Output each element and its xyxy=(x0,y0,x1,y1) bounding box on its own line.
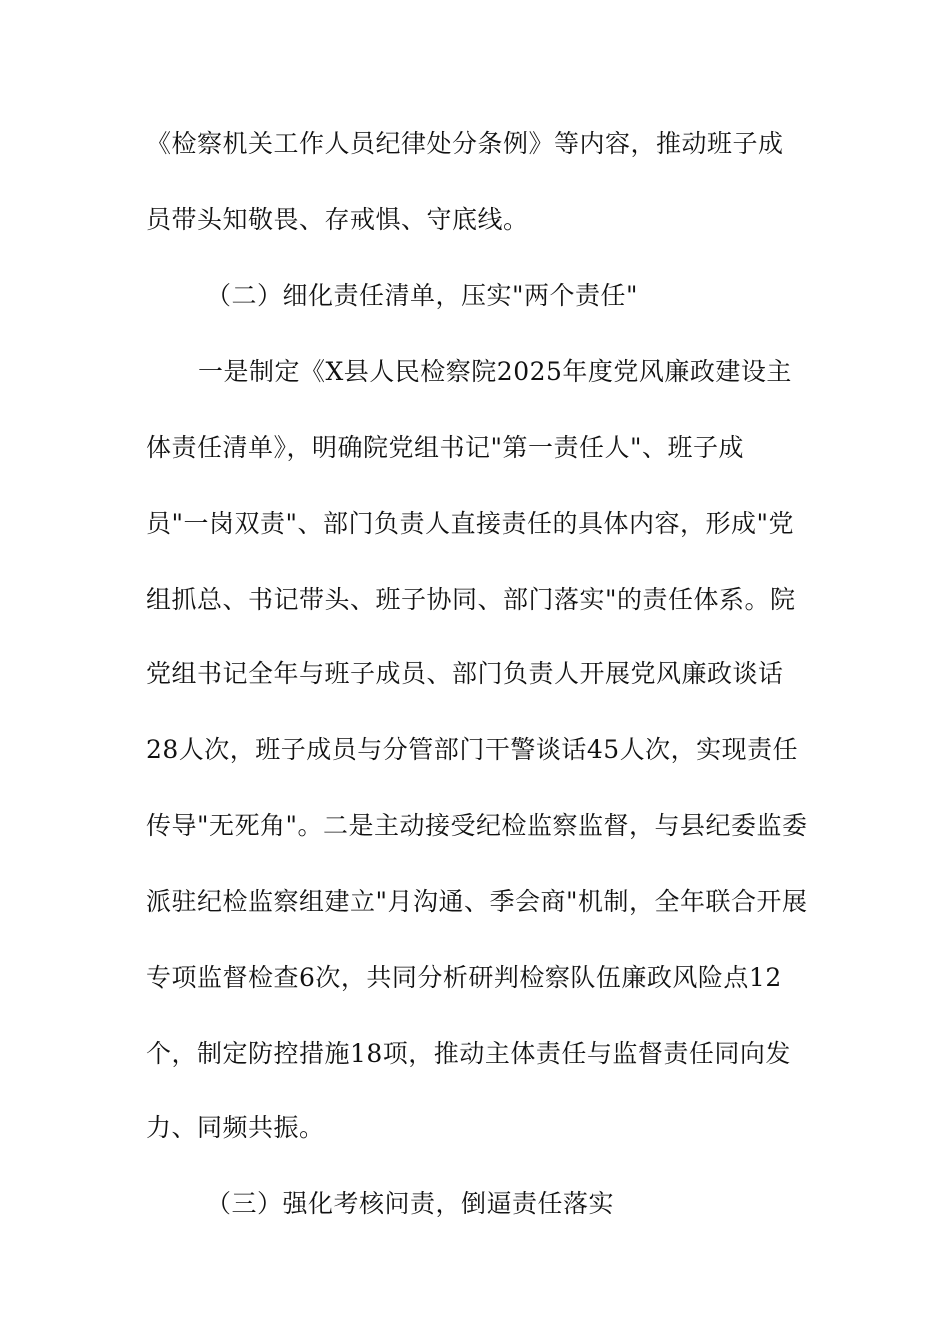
text-line: 28人次，班子成员与分管部门干警谈话45人次，实现责任 xyxy=(146,735,799,764)
text-line: 专项监督检查6次，共同分析研判检察队伍廉政风险点12 xyxy=(146,963,782,992)
text-line: 力、同频共振。 xyxy=(146,1113,325,1142)
text-line: 个，制定防控措施18项，推动主体责任与监督责任同向发 xyxy=(146,1039,791,1068)
text-line: 组抓总、书记带头、班子协同、部门落实"的责任体系。院 xyxy=(146,585,796,614)
text-line: 党组书记全年与班子成员、部门负责人开展党风廉政谈话 xyxy=(146,659,784,688)
text-line: 一是制定《X县人民检察院2025年度党风廉政建设主 xyxy=(198,357,792,386)
text-line: 传导"无死角"。二是主动接受纪检监察监督，与县纪委监委 xyxy=(146,811,808,840)
section-heading: （三）强化考核问责，倒逼责任落实 xyxy=(206,1189,615,1218)
text-line: 体责任清单》，明确院党组书记"第一责任人"、班子成 xyxy=(146,433,745,462)
section-heading: （二）细化责任清单，压实"两个责任" xyxy=(206,281,638,310)
text-line: 员带头知敬畏、存戒惧、守底线。 xyxy=(146,205,529,234)
text-line: 《检察机关工作人员纪律处分条例》等内容，推动班子成 xyxy=(146,129,784,158)
text-line: 员"一岗双责"、部门负责人直接责任的具体内容，形成"党 xyxy=(146,509,794,538)
text-line: 派驻纪检监察组建立"月沟通、季会商"机制，全年联合开展 xyxy=(146,887,808,916)
